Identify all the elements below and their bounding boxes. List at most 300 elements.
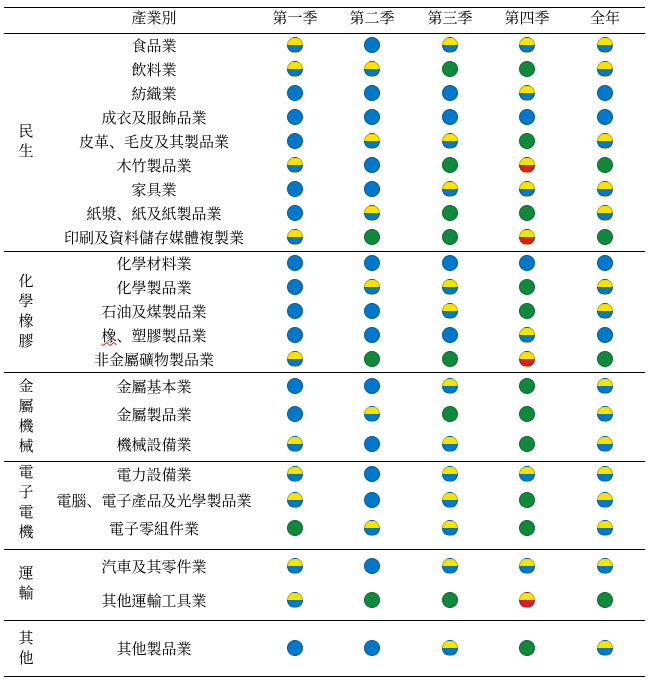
group-label: [4, 33, 48, 249]
signal-cell: [497, 225, 557, 249]
signal-cell: [265, 33, 325, 57]
yellow-blue-light-icon: [597, 279, 613, 295]
signal-cell: [575, 487, 635, 513]
yellow-blue-light-icon: [287, 558, 303, 574]
blue-light-icon: [287, 327, 303, 343]
group-divider: [4, 676, 645, 677]
yellow-blue-light-icon: [597, 303, 613, 319]
yellow-blue-light-icon: [597, 558, 613, 574]
group-divider: [4, 33, 645, 34]
group-label-char: 學: [18, 292, 34, 310]
signal-cell: [497, 105, 557, 129]
yellow-blue-light-icon: [442, 520, 458, 536]
signal-cell: [575, 549, 635, 583]
table-row: [48, 372, 645, 400]
signal-cell: [342, 201, 402, 225]
signal-cell: [575, 81, 635, 105]
signal-cell: [265, 372, 325, 400]
signal-cell: [575, 299, 635, 323]
signal-cell: [497, 620, 557, 676]
signal-cell: [575, 33, 635, 57]
signal-cell: [420, 177, 480, 201]
signal-cell: [420, 513, 480, 543]
signal-cell: [497, 251, 557, 275]
table-row: [48, 251, 645, 275]
signal-cell: [265, 275, 325, 299]
signal-cell: [265, 461, 325, 487]
signal-cell: [575, 105, 635, 129]
signal-cell: [342, 461, 402, 487]
signal-cell: [575, 275, 635, 299]
blue-light-icon: [287, 181, 303, 197]
table-row: [48, 461, 645, 487]
table-row: [48, 620, 645, 676]
green-light-icon: [519, 133, 535, 149]
green-light-icon: [364, 351, 380, 367]
group-label-char: 屬: [18, 397, 34, 415]
signal-cell: [420, 275, 480, 299]
signal-cell: [265, 201, 325, 225]
green-light-icon: [519, 279, 535, 295]
header-q1: 第一季: [272, 9, 318, 27]
signal-cell: [575, 428, 635, 460]
signal-cell: [575, 323, 635, 347]
yellow-blue-light-icon: [287, 436, 303, 452]
signal-cell: [420, 153, 480, 177]
yellow-blue-light-icon: [442, 37, 458, 53]
signal-cell: [575, 400, 635, 428]
group-label: [4, 620, 48, 676]
yellow-blue-light-icon: [597, 466, 613, 482]
blue-light-icon: [287, 255, 303, 271]
table-row: [48, 347, 645, 371]
header-q4: 第四季: [504, 9, 550, 27]
spellcheck-mark: 橡: [101, 326, 117, 345]
signal-cell: [342, 177, 402, 201]
yellow-blue-light-icon: [519, 181, 535, 197]
signal-cell: [497, 323, 557, 347]
yellow-blue-light-icon: [442, 436, 458, 452]
green-light-icon: [519, 406, 535, 422]
yellow-blue-light-icon: [597, 181, 613, 197]
group-label: [4, 549, 48, 617]
industry-name: 電腦、電子產品及光學製品業: [56, 491, 252, 510]
header-q3: 第三季: [427, 9, 473, 27]
industry-name: 皮革、毛皮及其製品業: [78, 132, 229, 151]
signal-cell: [342, 129, 402, 153]
group-label-char: 機: [18, 523, 34, 541]
blue-light-icon: [287, 109, 303, 125]
yellow-blue-light-icon: [597, 205, 613, 221]
signal-cell: [497, 400, 557, 428]
yellow-blue-light-icon: [287, 61, 303, 77]
blue-light-icon: [364, 181, 380, 197]
signal-cell: [265, 129, 325, 153]
signal-cell: [420, 372, 480, 400]
group-label: [4, 461, 48, 543]
signal-cell: [265, 57, 325, 81]
blue-light-icon: [519, 109, 535, 125]
signal-cell: [497, 347, 557, 371]
industry-name: 化學製品業: [116, 278, 192, 297]
group-divider: [4, 620, 645, 621]
blue-light-icon: [364, 436, 380, 452]
blue-light-icon: [364, 37, 380, 53]
green-light-icon: [519, 378, 535, 394]
yellow-blue-light-icon: [287, 351, 303, 367]
signal-cell: [265, 225, 325, 249]
table-row: [48, 323, 645, 347]
signal-cell: [265, 513, 325, 543]
table-row: [48, 513, 645, 543]
table-row: [48, 201, 645, 225]
signal-cell: [497, 81, 557, 105]
table-row: [48, 177, 645, 201]
industry-name: 非金屬礦物製品業: [93, 350, 214, 369]
signal-cell: [342, 583, 402, 617]
blue-light-icon: [364, 558, 380, 574]
blue-light-icon: [364, 466, 380, 482]
green-light-icon: [597, 229, 613, 245]
table-row: [48, 275, 645, 299]
signal-cell: [342, 487, 402, 513]
signal-cell: [420, 251, 480, 275]
group-label-char: 械: [18, 437, 34, 455]
industry-name: 成衣及服飾品業: [101, 108, 207, 127]
signal-cell: [497, 275, 557, 299]
blue-light-icon: [597, 109, 613, 125]
yellow-red-light-icon: [519, 351, 535, 367]
yellow-blue-light-icon: [287, 466, 303, 482]
blue-light-icon: [442, 255, 458, 271]
group-label-char: 電: [18, 463, 34, 481]
industry-name: 印刷及資料儲存媒體複製業: [63, 228, 244, 247]
signal-cell: [342, 323, 402, 347]
green-light-icon: [519, 640, 535, 656]
signal-cell: [420, 81, 480, 105]
yellow-blue-light-icon: [597, 378, 613, 394]
yellow-blue-light-icon: [287, 592, 303, 608]
signal-cell: [420, 33, 480, 57]
industry-name: 家具業: [131, 180, 177, 199]
signal-cell: [342, 105, 402, 129]
yellow-blue-light-icon: [597, 520, 613, 536]
signal-cell: [342, 299, 402, 323]
signal-cell: [575, 201, 635, 225]
green-light-icon: [519, 492, 535, 508]
blue-light-icon: [287, 303, 303, 319]
signal-cell: [342, 153, 402, 177]
signal-cell: [265, 251, 325, 275]
green-light-icon: [519, 436, 535, 452]
signal-cell: [265, 323, 325, 347]
signal-cell: [342, 428, 402, 460]
yellow-red-light-icon: [519, 157, 535, 173]
yellow-blue-light-icon: [442, 466, 458, 482]
yellow-blue-light-icon: [597, 406, 613, 422]
industry-name: 電力設備業: [116, 465, 192, 484]
signal-cell: [342, 81, 402, 105]
group-label-char: 輸: [18, 584, 34, 602]
yellow-blue-light-icon: [287, 37, 303, 53]
signal-cell: [265, 299, 325, 323]
signal-cell: [265, 583, 325, 617]
yellow-red-light-icon: [519, 229, 535, 245]
industry-name: 機械設備業: [116, 435, 192, 454]
group-label: [4, 251, 48, 371]
blue-light-icon: [364, 255, 380, 271]
yellow-blue-light-icon: [442, 303, 458, 319]
signal-cell: [342, 372, 402, 400]
table-row: [48, 153, 645, 177]
signal-cell: [342, 275, 402, 299]
signal-cell: [420, 461, 480, 487]
signal-cell: [497, 513, 557, 543]
group-label-char: 其: [18, 629, 34, 647]
signal-cell: [575, 372, 635, 400]
group-label-char: 電: [18, 503, 34, 521]
signal-cell: [575, 57, 635, 81]
blue-light-icon: [364, 492, 380, 508]
signal-cell: [420, 428, 480, 460]
yellow-blue-light-icon: [442, 378, 458, 394]
signal-cell: [265, 487, 325, 513]
green-light-icon: [442, 205, 458, 221]
group-label-char: 金: [18, 377, 34, 395]
signal-cell: [497, 201, 557, 225]
green-light-icon: [287, 520, 303, 536]
signal-cell: [265, 347, 325, 371]
green-light-icon: [597, 157, 613, 173]
signal-cell: [497, 33, 557, 57]
table-row: [48, 487, 645, 513]
industry-name: 木竹製品業: [116, 156, 192, 175]
green-light-icon: [519, 61, 535, 77]
signal-cell: [575, 129, 635, 153]
green-light-icon: [597, 592, 613, 608]
table-row: [48, 57, 645, 81]
header-year: 全年: [589, 9, 620, 27]
signal-cell: [420, 299, 480, 323]
signal-cell: [342, 251, 402, 275]
blue-light-icon: [364, 85, 380, 101]
yellow-blue-light-icon: [364, 279, 380, 295]
signal-cell: [575, 153, 635, 177]
signal-cell: [265, 153, 325, 177]
yellow-blue-light-icon: [442, 492, 458, 508]
green-light-icon: [519, 205, 535, 221]
yellow-blue-light-icon: [364, 133, 380, 149]
signal-cell: [575, 251, 635, 275]
table-row: [48, 81, 645, 105]
industry-name: 化學材料業: [116, 254, 192, 273]
signal-cell: [575, 347, 635, 371]
header-industry: 產業別: [131, 9, 177, 27]
table-row: [48, 583, 645, 617]
yellow-red-light-icon: [519, 592, 535, 608]
group-divider: [4, 372, 645, 373]
group-divider: [4, 549, 645, 550]
green-light-icon: [364, 229, 380, 245]
signal-cell: [342, 620, 402, 676]
table-row: [48, 549, 645, 583]
blue-light-icon: [364, 303, 380, 319]
yellow-blue-light-icon: [287, 157, 303, 173]
signal-cell: [265, 549, 325, 583]
yellow-blue-light-icon: [364, 520, 380, 536]
blue-light-icon: [287, 640, 303, 656]
yellow-blue-light-icon: [519, 37, 535, 53]
signal-cell: [497, 153, 557, 177]
blue-light-icon: [287, 205, 303, 221]
signal-cell: [265, 105, 325, 129]
group-label-char: 他: [18, 649, 34, 667]
signal-cell: [342, 57, 402, 81]
signal-cell: [575, 583, 635, 617]
blue-light-icon: [364, 378, 380, 394]
header-q2: 第二季: [349, 9, 395, 27]
green-light-icon: [442, 592, 458, 608]
signal-cell: [420, 105, 480, 129]
industry-name: 飲料業: [131, 60, 177, 79]
blue-light-icon: [442, 327, 458, 343]
green-light-icon: [442, 229, 458, 245]
yellow-blue-light-icon: [519, 85, 535, 101]
blue-light-icon: [519, 255, 535, 271]
green-light-icon: [442, 157, 458, 173]
blue-light-icon: [287, 279, 303, 295]
green-light-icon: [519, 520, 535, 536]
signal-cell: [420, 620, 480, 676]
blue-light-icon: [364, 157, 380, 173]
signal-cell: [420, 323, 480, 347]
yellow-blue-light-icon: [364, 61, 380, 77]
signal-cell: [575, 225, 635, 249]
table-row: [48, 428, 645, 460]
group-label-char: 機: [18, 417, 34, 435]
signal-cell: [342, 513, 402, 543]
yellow-blue-light-icon: [597, 436, 613, 452]
signal-cell: [420, 225, 480, 249]
yellow-blue-light-icon: [442, 279, 458, 295]
signal-cell: [575, 620, 635, 676]
yellow-blue-light-icon: [287, 229, 303, 245]
yellow-blue-light-icon: [597, 61, 613, 77]
yellow-blue-light-icon: [597, 492, 613, 508]
signal-cell: [497, 549, 557, 583]
blue-light-icon: [364, 109, 380, 125]
green-light-icon: [364, 592, 380, 608]
yellow-blue-light-icon: [597, 133, 613, 149]
yellow-blue-light-icon: [287, 492, 303, 508]
signal-cell: [575, 513, 635, 543]
blue-light-icon: [597, 327, 613, 343]
signal-cell: [420, 129, 480, 153]
industry-name: 紡織業: [131, 84, 177, 103]
green-light-icon: [442, 61, 458, 77]
yellow-blue-light-icon: [442, 640, 458, 656]
blue-light-icon: [287, 406, 303, 422]
blue-light-icon: [364, 640, 380, 656]
yellow-blue-light-icon: [597, 640, 613, 656]
signal-cell: [342, 400, 402, 428]
industry-name: 金屬製品業: [116, 405, 192, 424]
signal-cell: [497, 372, 557, 400]
industry-name: 其他製品業: [116, 639, 192, 658]
group-label-char: 化: [18, 272, 34, 290]
table-row: [48, 33, 645, 57]
industry-name: 其他運輸工具業: [101, 591, 207, 610]
group-label-char: 民: [18, 122, 34, 140]
signal-cell: [497, 487, 557, 513]
industry-name: 電子零組件業: [108, 519, 199, 538]
signal-cell: [497, 57, 557, 81]
green-light-icon: [519, 303, 535, 319]
group-label-char: 生: [18, 142, 34, 160]
signal-cell: [265, 620, 325, 676]
signal-cell: [575, 461, 635, 487]
blue-light-icon: [287, 85, 303, 101]
table-row: [48, 225, 645, 249]
signal-cell: [497, 428, 557, 460]
industry-name: 金屬基本業: [116, 377, 192, 396]
table-row: [48, 400, 645, 428]
yellow-blue-light-icon: [442, 181, 458, 197]
yellow-blue-light-icon: [442, 558, 458, 574]
signal-cell: [497, 129, 557, 153]
signal-cell: [575, 177, 635, 201]
signal-cell: [420, 57, 480, 81]
yellow-blue-light-icon: [364, 205, 380, 221]
group-divider: [4, 251, 645, 252]
yellow-blue-light-icon: [519, 327, 535, 343]
group-label-char: 運: [18, 564, 34, 582]
group-label-char: 橡: [18, 312, 34, 330]
green-light-icon: [442, 351, 458, 367]
yellow-blue-light-icon: [442, 133, 458, 149]
industry-name: 石油及煤製品業: [101, 302, 207, 321]
table-row: [48, 105, 645, 129]
signal-cell: [420, 487, 480, 513]
blue-light-icon: [287, 133, 303, 149]
group-label-char: 膠: [18, 332, 34, 350]
signal-cell: [420, 583, 480, 617]
signal-cell: [265, 400, 325, 428]
signal-cell: [265, 177, 325, 201]
table-header-row: [4, 0, 645, 33]
signal-cell: [497, 177, 557, 201]
signal-cell: [342, 33, 402, 57]
industry-name: 紙漿、紙及紙製品業: [86, 204, 222, 223]
signal-cell: [420, 549, 480, 583]
blue-light-icon: [287, 378, 303, 394]
signal-cell: [342, 347, 402, 371]
signal-cell: [342, 549, 402, 583]
blue-light-icon: [442, 109, 458, 125]
group-divider: [4, 461, 645, 462]
blue-light-icon: [597, 255, 613, 271]
signal-cell: [265, 81, 325, 105]
yellow-blue-light-icon: [364, 406, 380, 422]
blue-light-icon: [364, 327, 380, 343]
blue-light-icon: [597, 85, 613, 101]
signal-cell: [420, 201, 480, 225]
green-light-icon: [442, 406, 458, 422]
signal-cell: [265, 428, 325, 460]
yellow-blue-light-icon: [519, 558, 535, 574]
industry-name: 橡 、塑膠製品業: [101, 326, 207, 345]
signal-cell: [420, 347, 480, 371]
